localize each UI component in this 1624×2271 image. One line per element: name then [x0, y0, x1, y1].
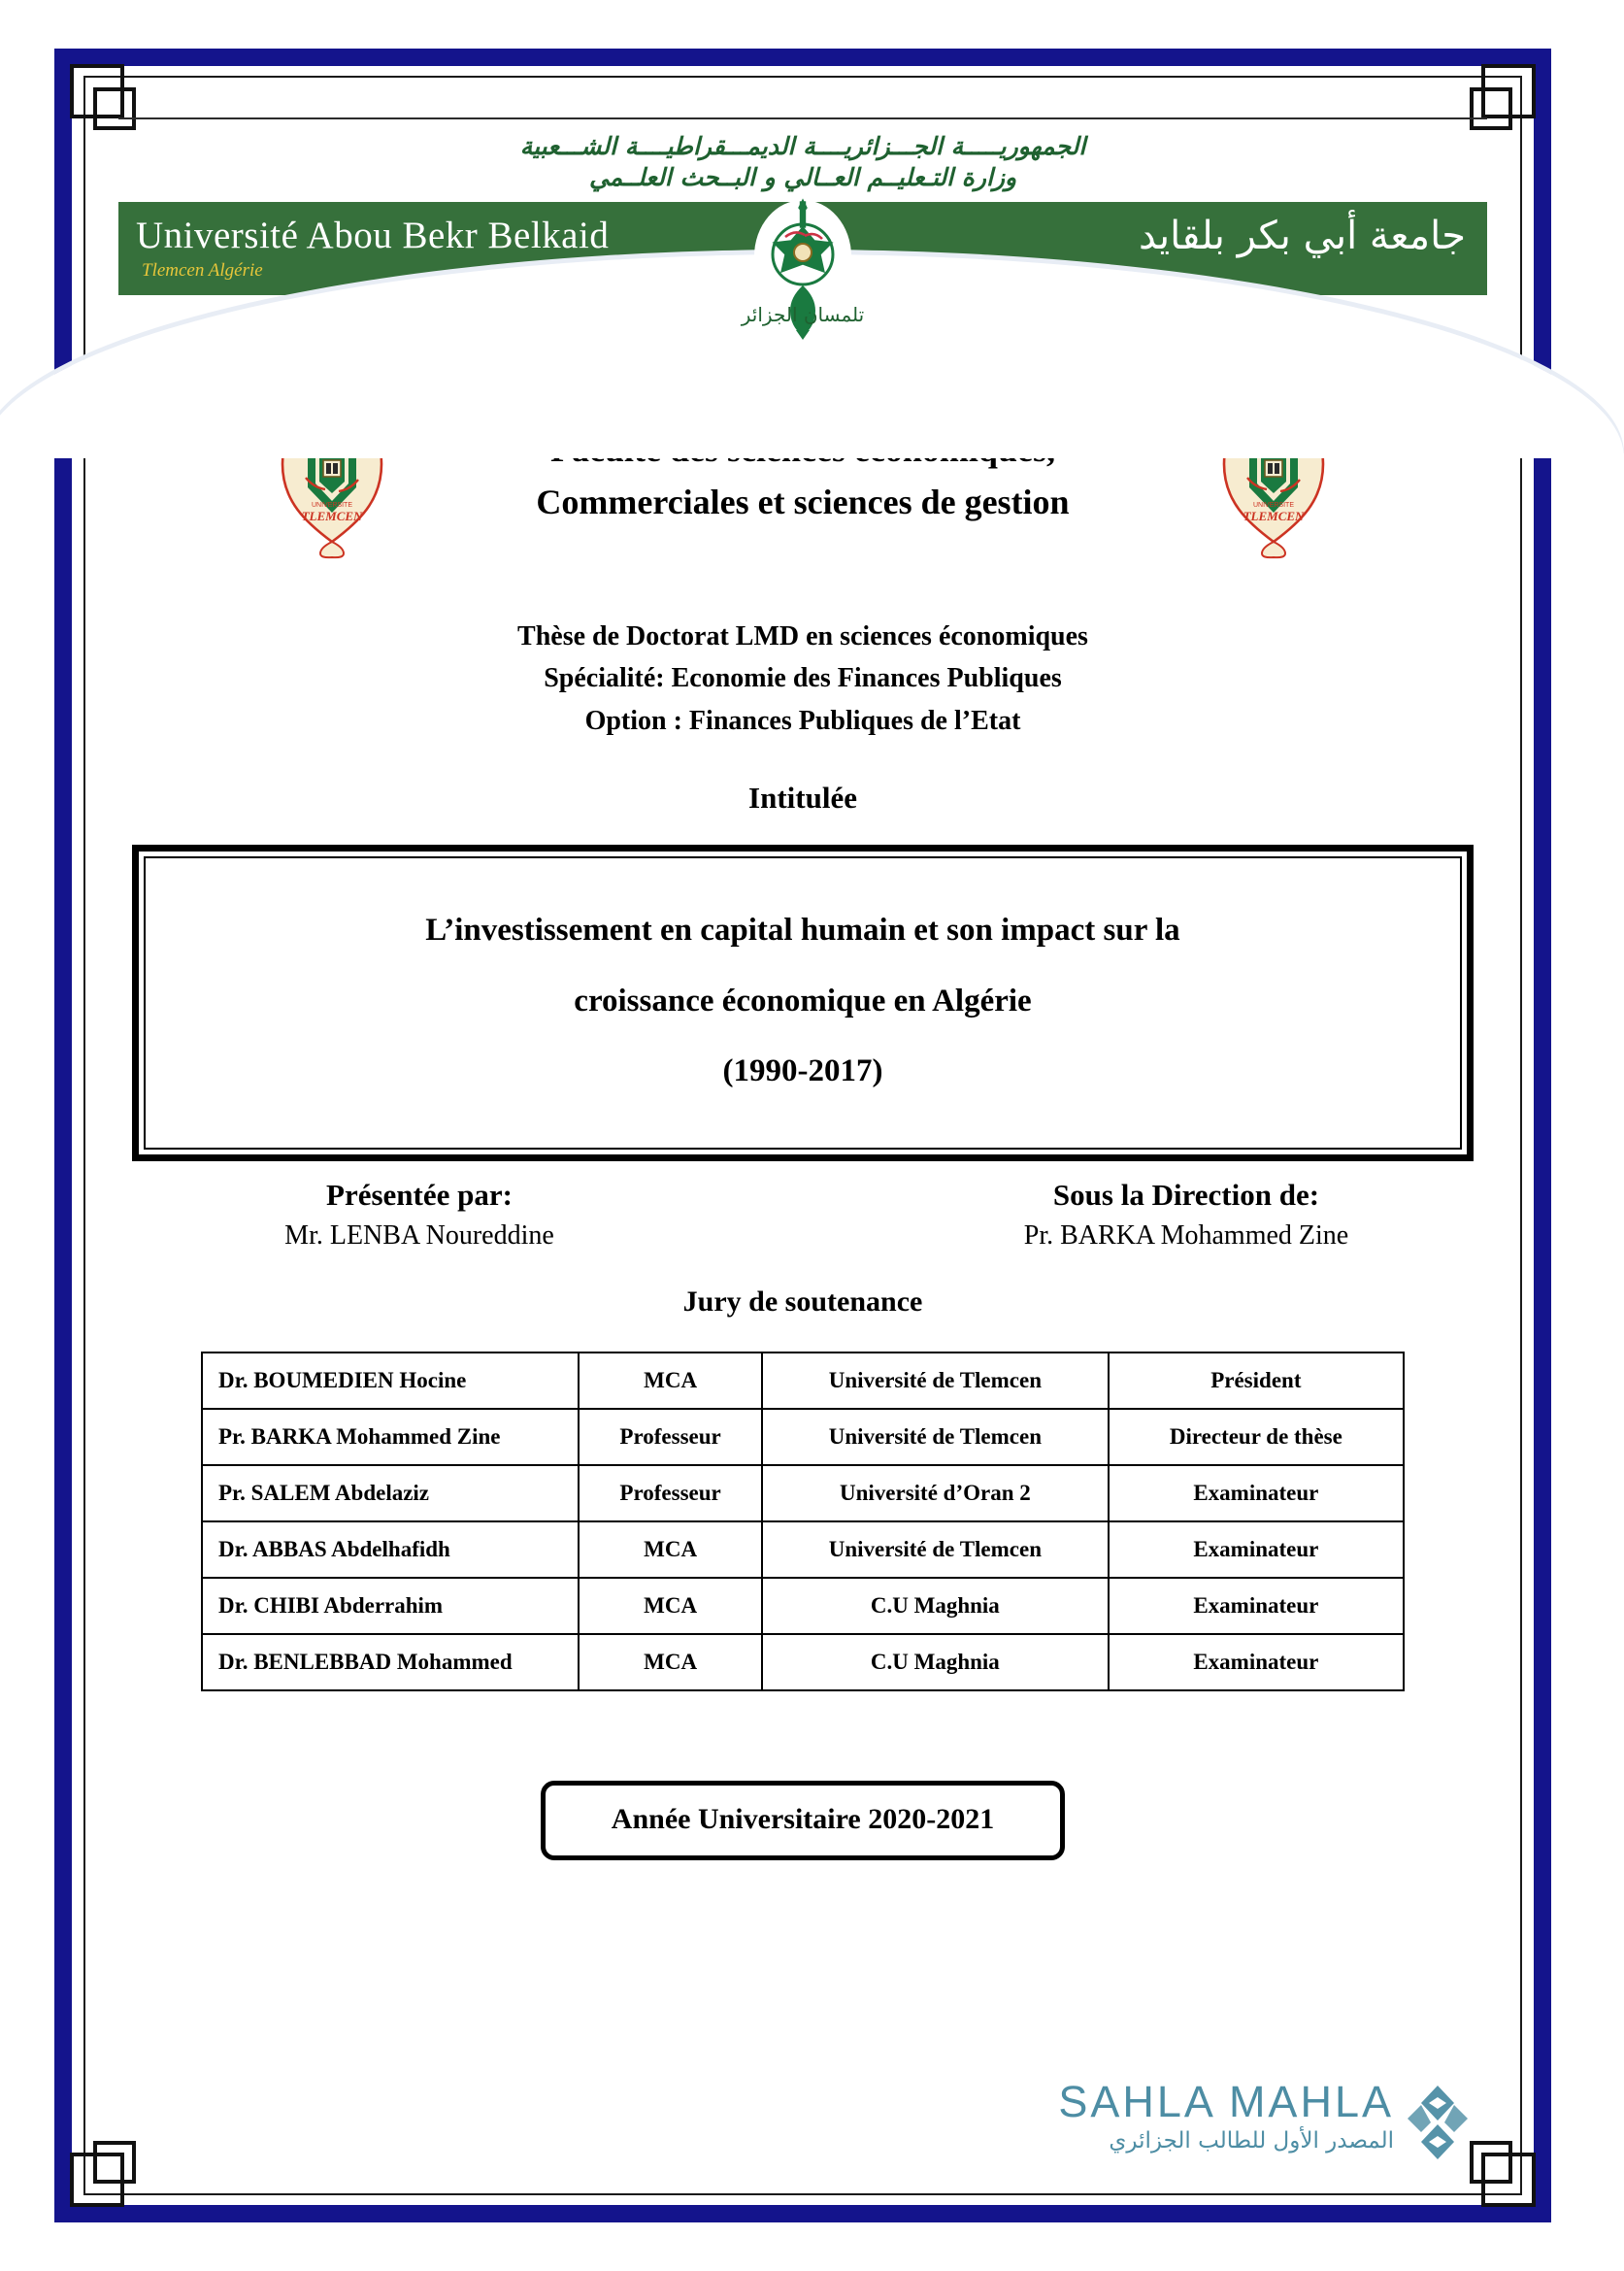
ministry-republic-line: الجمهوريـــــة الجـــزائريــــة الديمـــقراطيــــة الشـــعبية — [519, 132, 1086, 160]
jury-member-name: Dr. CHIBI Abderrahim — [202, 1578, 579, 1634]
jury-member-institution: Université de Tlemcen — [762, 1521, 1109, 1578]
watermark-subtitle-ar: المصدر الأول للطالب الجزائري — [1109, 2128, 1394, 2154]
thesis-title-period: (1990-2017) — [722, 1053, 883, 1089]
presented-by-block — [128, 1175, 827, 1256]
thesis-option-line: Option : Finances Publiques de l’Etat — [584, 705, 1021, 736]
header-top-rule — [118, 117, 1487, 119]
jury-member-grade: MCA — [579, 1521, 762, 1578]
jury-member-institution: Université de Tlemcen — [762, 1353, 1109, 1409]
jury-member-grade: Professeur — [579, 1409, 762, 1465]
jury-member-grade: MCA — [579, 1578, 762, 1634]
thesis-title-box-inner — [144, 856, 1462, 1150]
thesis-specialty-line: Spécialité: Economie des Finances Publiques — [544, 663, 1062, 694]
jury-table-body — [202, 1353, 1404, 1690]
jury-heading: Jury de soutenance — [682, 1285, 923, 1318]
watermark-text — [1058, 2077, 1394, 2154]
jury-member-grade: MCA — [579, 1634, 762, 1690]
table-row — [202, 1634, 1404, 1690]
jury-member-role: Président — [1109, 1353, 1404, 1409]
intitulee-label: Intitulée — [748, 781, 857, 816]
thesis-title-line-1: L’investissement en capital humain et son impact sur la — [425, 913, 1180, 949]
table-row — [202, 1578, 1404, 1634]
ministry-education-line: وزارة التـعليــم العــالي و البــحث العلــمي — [588, 163, 1017, 191]
jury-table — [201, 1352, 1405, 1691]
university-name-fr: Université Abou Bekr Belkaid — [136, 215, 610, 256]
svg-text:UNIVERSITE: UNIVERSITE — [311, 502, 353, 509]
thesis-title-line-2: croissance économique en Algérie — [574, 983, 1032, 1019]
thesis-meta — [109, 616, 1497, 742]
svg-text:TLEMCEN: TLEMCEN — [1243, 509, 1305, 523]
jury-member-institution: Université de Tlemcen — [762, 1409, 1109, 1465]
jury-member-institution: Université d’Oran 2 — [762, 1465, 1109, 1521]
jury-member-name: Dr. ABBAS Abdelhafidh — [202, 1521, 579, 1578]
jury-member-institution: C.U Maghnia — [762, 1578, 1109, 1634]
presented-by-name: Mr. LENBA Noureddine — [284, 1219, 554, 1251]
supervised-by-label: Sous la Direction de: — [1052, 1177, 1320, 1212]
jury-member-name: Dr. BOUMEDIEN Hocine — [202, 1353, 579, 1409]
table-row — [202, 1465, 1404, 1521]
table-row — [202, 1521, 1404, 1578]
jury-member-grade: Professeur — [579, 1465, 762, 1521]
sahla-mahla-diamond-logo-icon — [1402, 2084, 1474, 2161]
jury-member-role: Examinateur — [1109, 1465, 1404, 1521]
cover-page-content — [109, 101, 1497, 2169]
jury-member-role: Examinateur — [1109, 1578, 1404, 1634]
jury-member-role: Examinateur — [1109, 1634, 1404, 1690]
jury-member-institution: C.U Maghnia — [762, 1634, 1109, 1690]
supervised-by-name: Pr. BARKA Mohammed Zine — [1023, 1219, 1349, 1251]
university-name-ar: جامعة أبي بكر بلقايد — [1138, 214, 1466, 258]
supervised-by-block — [827, 1175, 1477, 1256]
thesis-degree-line: Thèse de Doctorat LMD en sciences économiques — [517, 621, 1088, 651]
academic-year-box: Année Universitaire 2020-2021 — [541, 1781, 1065, 1860]
banner-city-ar: تلمسان الجزائر — [741, 303, 865, 326]
sahla-mahla-watermark — [969, 2077, 1474, 2161]
jury-member-role: Examinateur — [1109, 1521, 1404, 1578]
svg-text:TLEMCEN: TLEMCEN — [301, 509, 363, 523]
table-row — [202, 1409, 1404, 1465]
svg-text:UNIVERSITE: UNIVERSITE — [1252, 502, 1295, 509]
university-banner — [118, 202, 1487, 326]
table-row — [202, 1353, 1404, 1409]
presented-by-label: Présentée par: — [326, 1177, 513, 1212]
jury-member-name: Dr. BENLEBBAD Mohammed — [202, 1634, 579, 1690]
jury-member-name: Pr. BARKA Mohammed Zine — [202, 1409, 579, 1465]
faculty-title-line-2: Commerciales et sciences de gestion — [536, 483, 1070, 521]
ministry-header — [109, 131, 1497, 193]
university-city-fr: Tlemcen Algérie — [142, 260, 263, 281]
jury-member-role: Directeur de thèse — [1109, 1409, 1404, 1465]
thesis-title-box — [132, 845, 1474, 1161]
people-section — [109, 1175, 1497, 1256]
jury-member-name: Pr. SALEM Abdelaziz — [202, 1465, 579, 1521]
watermark-title: SAHLA MAHLA — [1058, 2077, 1394, 2126]
jury-member-grade: MCA — [579, 1353, 762, 1409]
